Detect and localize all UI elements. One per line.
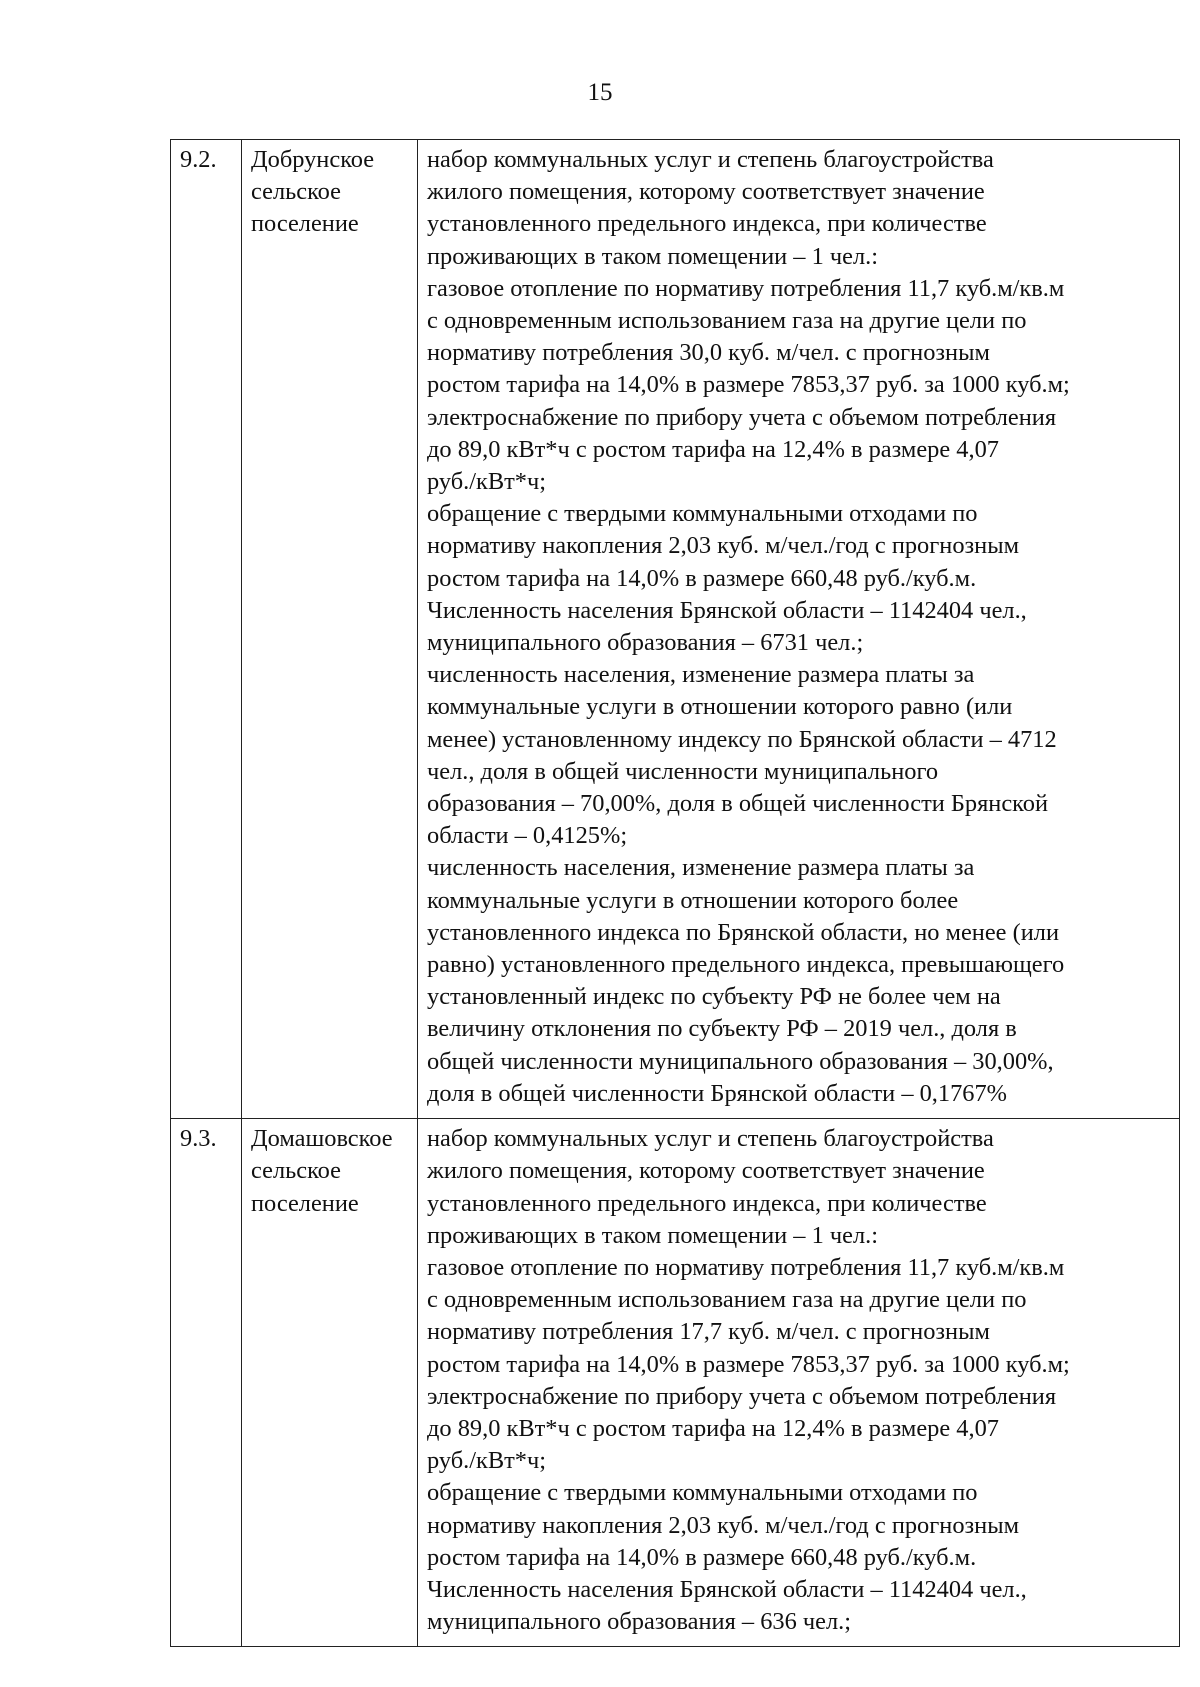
row-number: 9.2.	[180, 146, 217, 173]
settlement-name-line: Домашовское	[251, 1125, 393, 1153]
settlement-name-line: поселение	[251, 210, 359, 238]
description-line: величину отклонения по субъекту РФ – 2019 чел., доля в	[427, 1015, 1017, 1043]
settlements-table	[170, 139, 1180, 1647]
description-line: равно) установленного предельного индекса, превышающего	[427, 951, 1065, 979]
description-line: руб./кВт*ч;	[427, 468, 547, 496]
description-line: муниципального образования – 636 чел.;	[427, 1608, 852, 1636]
description-line: численность населения, изменение размера платы за	[427, 854, 975, 882]
description-line: набор коммунальных услуг и степень благоустройства	[427, 146, 994, 173]
description-line: чел., доля в общей численности муниципального	[427, 757, 939, 785]
description-line: нормативу накопления 2,03 куб. м/чел./год с прогнозным	[427, 1511, 1020, 1539]
description-line: установленного индекса по Брянской области, но менее (или	[427, 918, 1059, 946]
table-row	[171, 1119, 1180, 1647]
description-line: ростом тарифа на 14,0% в размере 7853,37 руб. за 1000 куб.м;	[427, 1350, 1070, 1378]
description-line: нормативу накопления 2,03 куб. м/чел./год с прогнозным	[427, 532, 1020, 560]
description-line: обращение с твердыми коммунальными отходами по	[427, 500, 978, 528]
description-line: образования – 70,00%, доля в общей численности Брянской	[427, 790, 1049, 818]
description-line: Численность населения Брянской области – 1142404 чел.,	[427, 1575, 1027, 1603]
description-line: установленного предельного индекса, при количестве	[427, 1189, 987, 1217]
settlement-name-cell	[242, 1119, 418, 1647]
settlement-name-line: сельское	[251, 178, 341, 206]
description-line: менее) установленному индексу по Брянской области – 4712	[427, 725, 1057, 753]
description-line: обращение с твердыми коммунальными отходами по	[427, 1479, 978, 1507]
description-line: Численность населения Брянской области – 1142404 чел.,	[427, 596, 1027, 624]
description-line: коммунальные услуги в отношении которого равно (или	[427, 693, 1013, 721]
description-cell	[418, 1119, 1180, 1647]
description-line: ростом тарифа на 14,0% в размере 660,48 руб./куб.м.	[427, 1543, 977, 1571]
description-line: ростом тарифа на 14,0% в размере 660,48 руб./куб.м.	[427, 564, 977, 592]
description-line: установленного предельного индекса, при количестве	[427, 210, 987, 238]
row-number: 9.3.	[180, 1125, 217, 1153]
description-line: газовое отопление по нормативу потребления 11,7 куб.м/кв.м	[427, 1253, 1065, 1281]
description-line: до 89,0 кВт*ч с ростом тарифа на 12,4% в размере 4,07	[427, 1414, 999, 1442]
description-line: электроснабжение по прибору учета с объемом потребления	[427, 403, 1057, 431]
settlement-name-line: Добрунское	[251, 146, 375, 173]
description-line: с одновременным использованием газа на другие цели по	[427, 1286, 1027, 1314]
description-line: газовое отопление по нормативу потребления 11,7 куб.м/кв.м	[427, 274, 1065, 302]
description-line: руб./кВт*ч;	[427, 1447, 547, 1475]
description-line: набор коммунальных услуг и степень благоустройства	[427, 1125, 994, 1153]
description-line: общей численности муниципального образования – 30,00%,	[427, 1047, 1054, 1075]
description-line: жилого помещения, которому соответствует значение	[427, 178, 985, 206]
description-line: электроснабжение по прибору учета с объемом потребления	[427, 1382, 1057, 1410]
description-line: муниципального образования – 6731 чел.;	[427, 629, 864, 657]
page-number: 15	[587, 79, 613, 106]
description-line: доля в общей численности Брянской области – 0,1767%	[427, 1079, 1008, 1107]
description-line: численность населения, изменение размера платы за	[427, 661, 975, 689]
row-number-cell	[171, 1119, 242, 1647]
settlement-name-line: сельское	[251, 1157, 341, 1185]
description-line: жилого помещения, которому соответствует значение	[427, 1157, 985, 1185]
settlement-name-cell	[242, 140, 418, 1119]
description-line: ростом тарифа на 14,0% в размере 7853,37 руб. за 1000 куб.м;	[427, 371, 1070, 399]
description-line: коммунальные услуги в отношении которого более	[427, 886, 959, 914]
row-number-cell	[171, 140, 242, 1119]
settlement-name-line: поселение	[251, 1189, 359, 1217]
description-line: установленный индекс по субъекту РФ не более чем на	[427, 983, 1001, 1011]
table-row	[171, 140, 1180, 1119]
description-line: нормативу потребления 30,0 куб. м/чел. с прогнозным	[427, 339, 990, 367]
description-line: области – 0,4125%;	[427, 822, 628, 850]
description-line: нормативу потребления 17,7 куб. м/чел. с прогнозным	[427, 1318, 990, 1346]
description-cell	[418, 140, 1180, 1119]
description-line: с одновременным использованием газа на другие цели по	[427, 307, 1027, 335]
description-line: до 89,0 кВт*ч с ростом тарифа на 12,4% в размере 4,07	[427, 435, 999, 463]
description-line: проживающих в таком помещении – 1 чел.:	[427, 242, 879, 270]
description-line: проживающих в таком помещении – 1 чел.:	[427, 1221, 879, 1249]
